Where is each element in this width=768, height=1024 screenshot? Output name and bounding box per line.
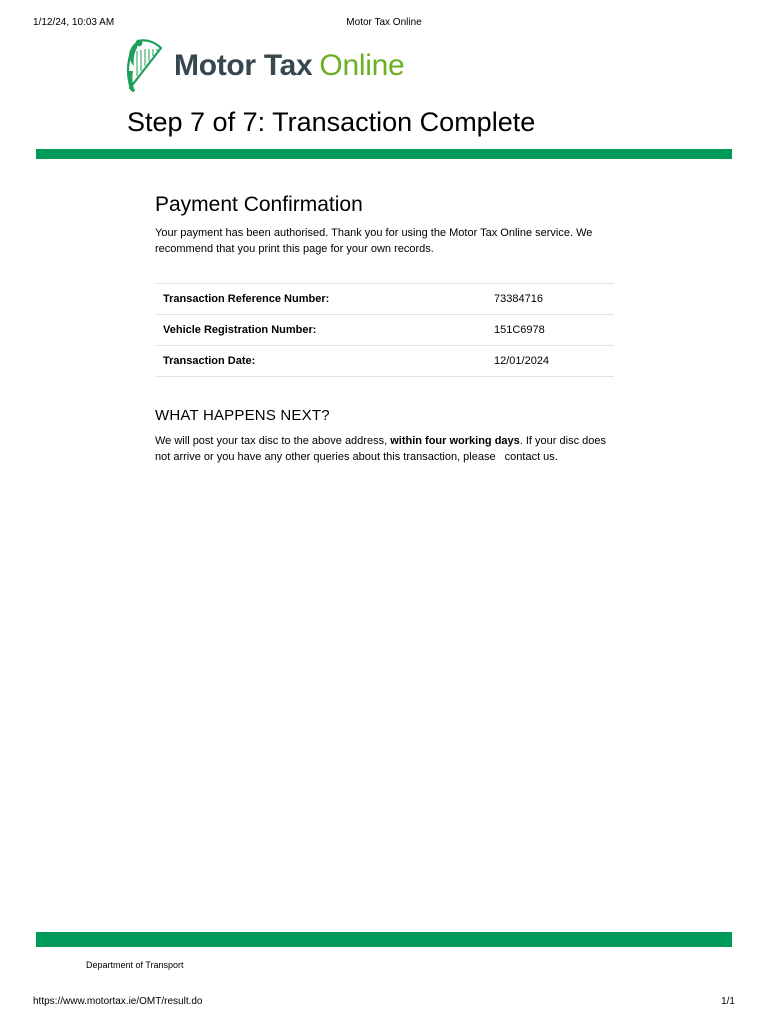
confirmation-message: Your payment has been authorised. Thank you for using the Motor Tax Online service. We recommend that you print this page for your own records. bbox=[155, 227, 593, 255]
main-content bbox=[155, 193, 615, 465]
motor-tax-logo[interactable] bbox=[124, 38, 404, 94]
transaction-details-table bbox=[155, 283, 614, 377]
footer-divider-bar bbox=[36, 932, 732, 947]
harp-icon bbox=[124, 38, 166, 94]
confirmation-title: Payment Confirmation bbox=[155, 193, 363, 216]
transaction-date-value: 12/01/2024 bbox=[486, 346, 614, 377]
what-happens-next-title: WHAT HAPPENS NEXT? bbox=[155, 407, 330, 424]
print-header-datetime: 1/12/24, 10:03 AM bbox=[33, 17, 115, 28]
table-row bbox=[155, 284, 614, 315]
print-footer-page: 1/1 bbox=[721, 996, 735, 1007]
header-divider-bar bbox=[36, 149, 732, 159]
page-title: Step 7 of 7: Transaction Complete bbox=[127, 107, 536, 137]
vehicle-registration-value: 151C6978 bbox=[486, 315, 614, 346]
table-row bbox=[155, 315, 614, 346]
next-text-part-1: We will post your tax disc to the above address, bbox=[155, 435, 391, 447]
next-text-bold: within four working days bbox=[390, 435, 520, 447]
vehicle-registration-label: Vehicle Registration Number: bbox=[155, 315, 486, 346]
what-happens-next-text bbox=[155, 433, 615, 465]
print-header-title: Motor Tax Online bbox=[346, 17, 422, 28]
logo-wordmark bbox=[174, 49, 404, 83]
logo-word-motor-tax: Motor Tax bbox=[174, 49, 313, 82]
next-text-part-2: . If your disc does not arrive or you have any other queries about this transaction, please bbox=[155, 435, 606, 463]
table-row bbox=[155, 346, 614, 377]
transaction-reference-value: 73384716 bbox=[486, 284, 614, 315]
print-footer-url: https://www.motortax.ie/OMT/result.do bbox=[33, 996, 203, 1007]
logo-word-online: Online bbox=[319, 49, 405, 82]
transaction-reference-label: Transaction Reference Number: bbox=[155, 284, 486, 315]
footer-department: Department of Transport bbox=[86, 960, 184, 970]
transaction-date-label: Transaction Date: bbox=[155, 346, 486, 377]
contact-us-link[interactable]: contact us. bbox=[504, 451, 558, 463]
